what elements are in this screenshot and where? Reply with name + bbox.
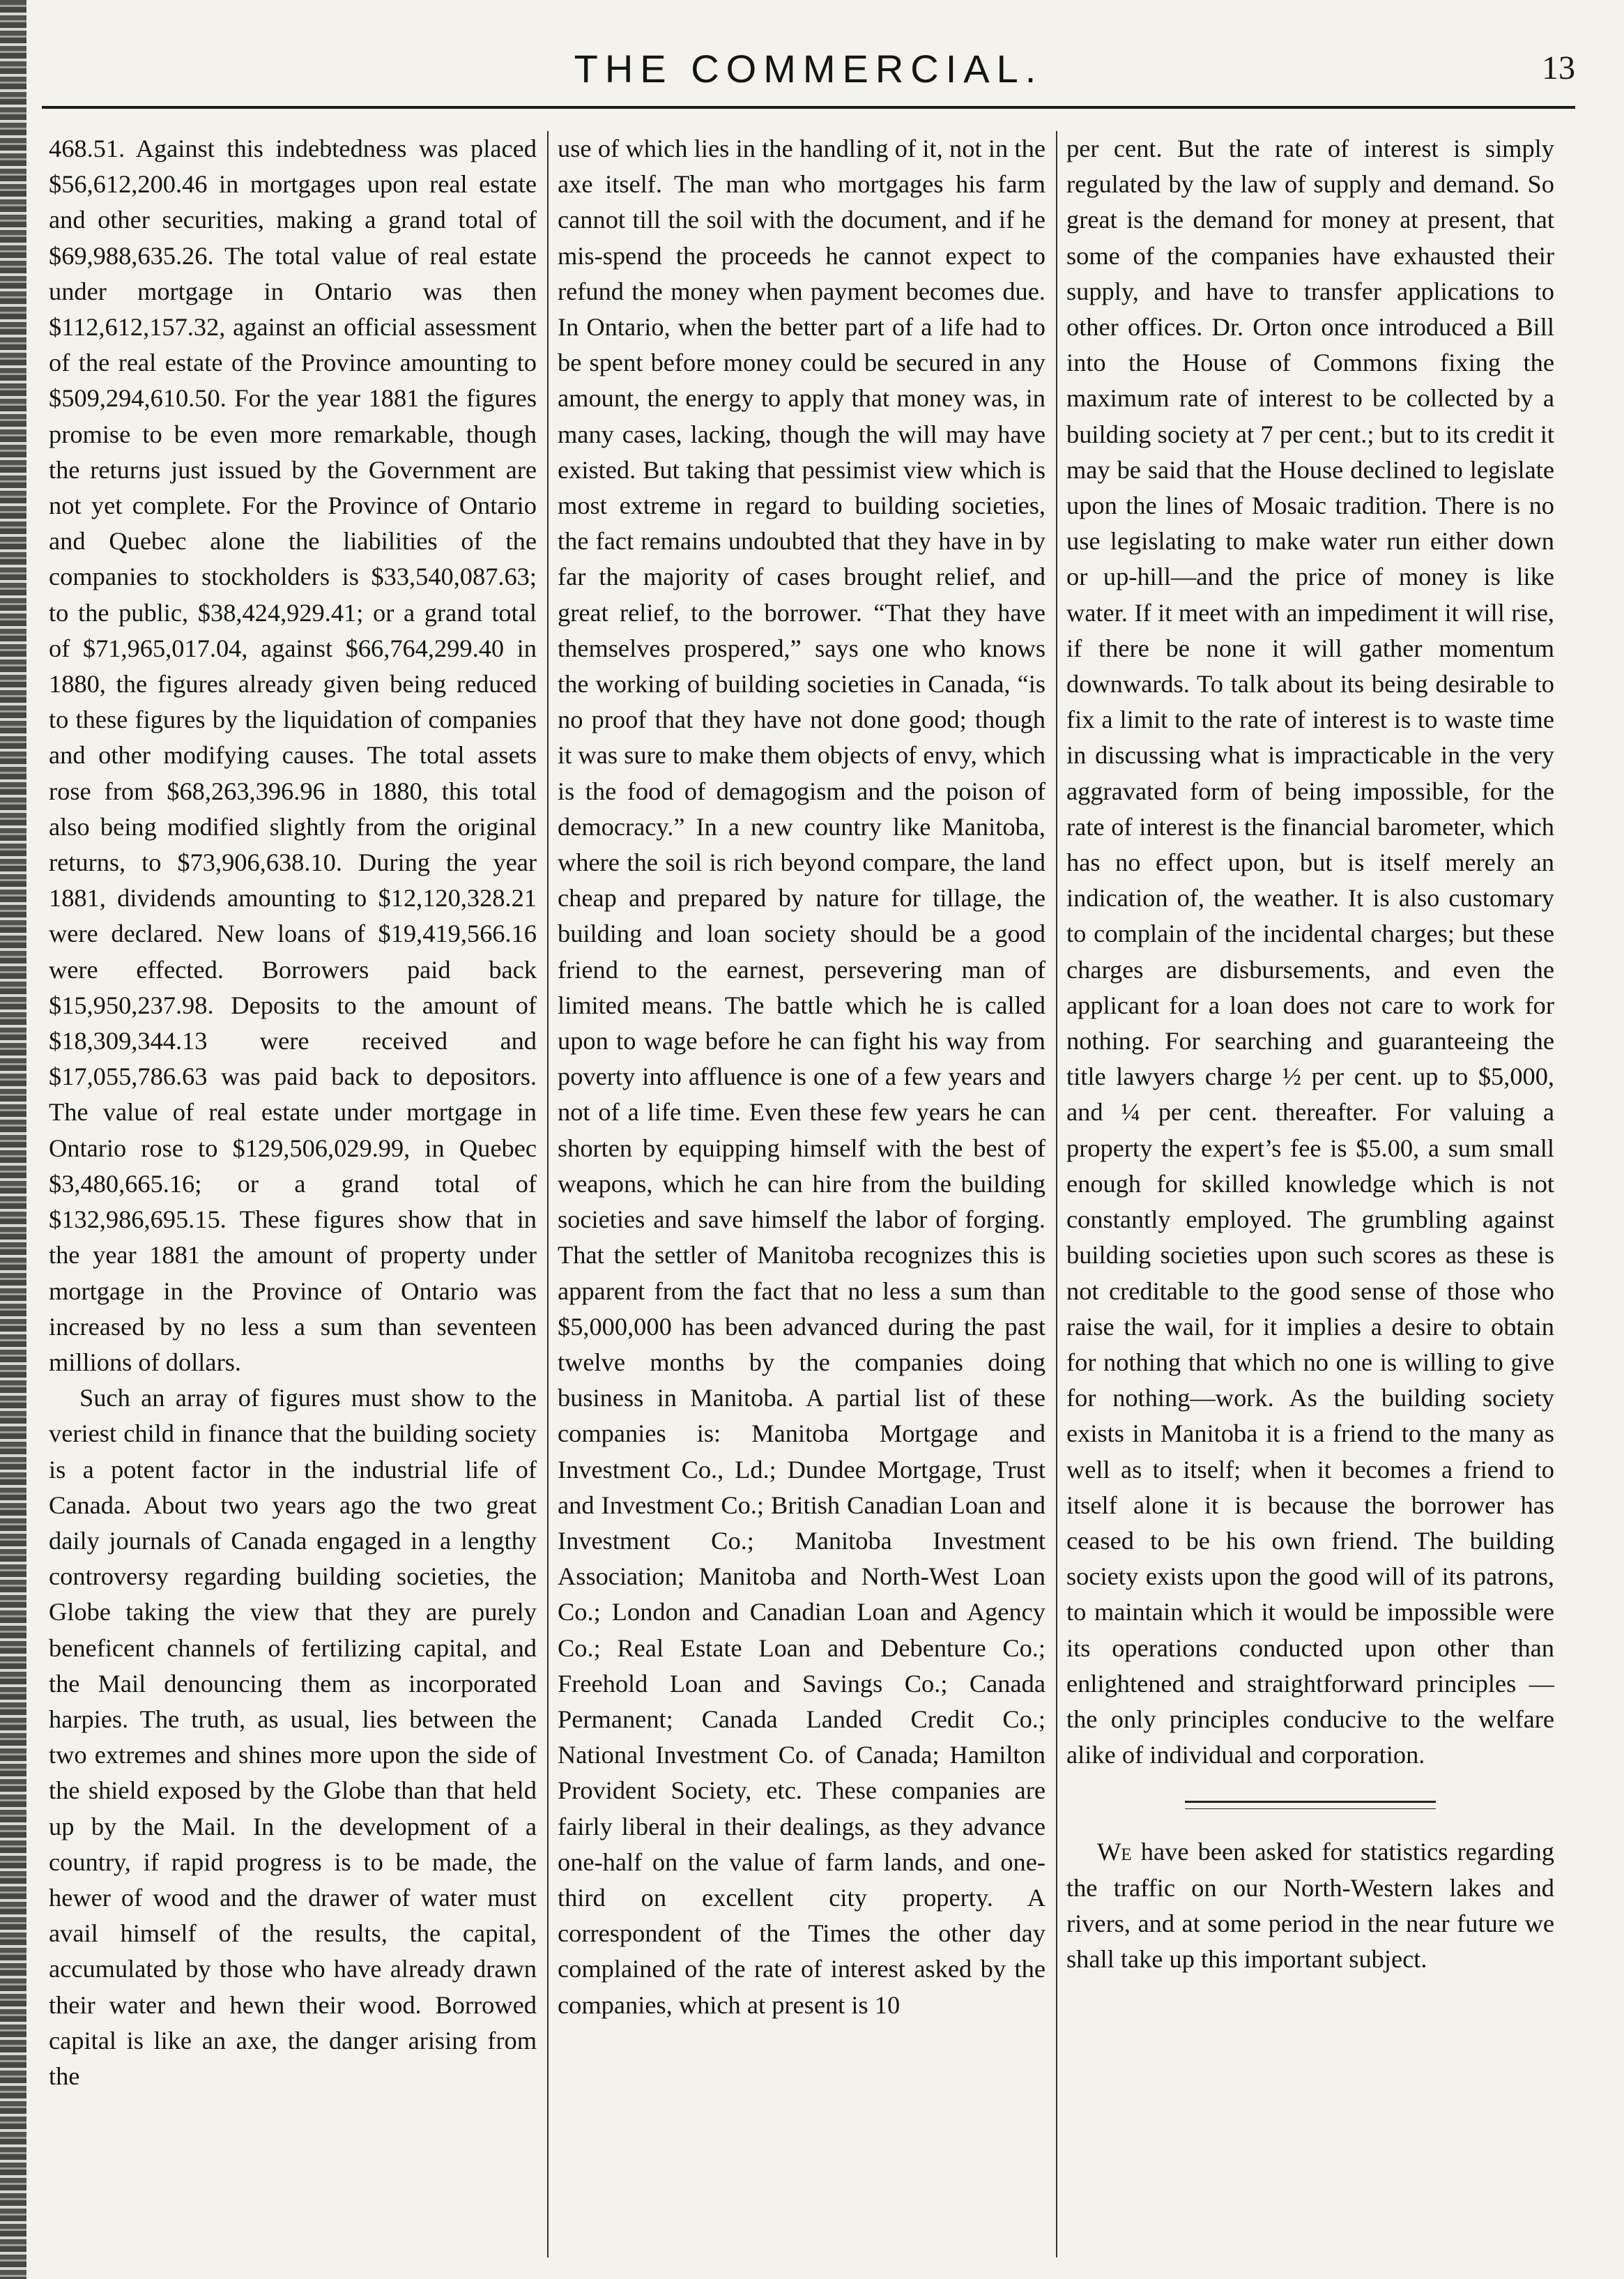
notice-lead: We — [1097, 1838, 1132, 1866]
header-rule — [42, 106, 1575, 109]
paragraph: per cent. But the rate of interest is simply regulated by the law of supply and demand. So great is the demand for money at present, that some of the companies have exhausted their supply, and have to transfer applications to other offices. Dr. Orton once introduced a Bill into the House of Commons fixing the maximum rate of interest to be collected by a building society at 7 per cent.; but to its credit it may be said that the House declined to legislate upon the lines of Mosaic tradition. There is no use legislating to make water run either down or up-hill—and the price of money is like water. If it meet with an impediment it will rise, if there be none it will gather momentum downwards. To talk about its being desirable to fix a limit to the rate of interest is to waste time in discussing what is impracticable in the very aggravated form of being impossible, for the rate of interest is the financial barometer, which has no effect upon, but is itself merely an indication of, the weather. It is also customary to complain of the incidental charges; but these charges are disbursements, and even the applicant for a loan does not care to work for nothing. For searching and guaranteeing the title lawyers charge ½ per cent. up to $5,000, and ¼ per cent. thereafter. For valuing a property the expert’s fee is $5.00, a sum small enough for skilled knowledge which is not constantly employed. The grumbling against building societies upon such scores as these is not creditable to the good sense of those who raise the wail, for it implies a desire to obtain for nothing that which no one is willing to give for nothing—work. As the building society exists in Manitoba it is a friend to the many as well as to itself; when it becomes a friend to itself alone it is because the borrower has ceased to be his own friend. The building society exists upon the good will of its patrons, to maintain which it would be impossible were its operations conducted upon other than enlightened and straightforward principles — the only principles conducive to the welfare alike of individual and corporation. — [1066, 135, 1554, 1769]
paragraph: use of which lies in the handling of it, not in the axe itself. The man who mortgages his farm cannot till the soil with the document, and if he mis-spend the proceeds he cannot expect to refund the money when payment becomes due. In Ontario, when the better part of a life had to be spent before money could be secured in any amount, the energy to apply that money was, in many cases, lacking, though the will may have existed. But taking that pessimist view which is most extreme in regard to building societies, the fact remains undoubted that they have in by far the majority of cases brought relief, and great relief, to the borrower. “That they have themselves prospered,” says one who knows the working of building societies in Canada, “is no proof that they have not done good; though it was sure to make them objects of envy, which is the food of demagogism and the poison of democracy.” In a new country like Manitoba, where the soil is rich beyond compare, the land cheap and prepared by nature for tillage, the building and loan society should be a good friend to the earnest, persevering man of limited means. The battle which he is called upon to wage before he can fight his way from poverty into affluence is one of a few years and not of a life time. Even these few years he can shorten by equipping himself with the best of weapons, which he can hire from the building societies and save himself the labor of forging. That the settler of Manitoba recognizes this is apparent from the fact that no less a sum than $5,000,000 has been advanced during the past twelve months by the companies doing business in Manitoba. A partial list of these companies is: Manitoba Mortgage and Investment Co., Ld.; Dundee Mortgage, Trust and Investment Co.; British Canadian Loan and Investment Co.; Manitoba Investment Association; Manitoba and North-West Loan Co.; London and Canadian Loan and Agency Co.; Real Estate Loan and Debenture Co.; Freehold Loan and Savings Co.; Canada Permanent; Canada Landed Credit Co.; National Investment Co. of Canada; Hamilton Provident Society, etc. These companies are fairly liberal in their dealings, as they advance one-half on the value of farm lands, and one-third on excellent city property. A correspondent of the Times the other day complained of the rate of interest asked by the companies, which at present is 10 — [558, 135, 1045, 2019]
page-header — [42, 40, 1575, 96]
paragraph: 468.51. Against this indebtedness was placed $56,612,200.46 in mortgages upon real estate and other securities, making a grand total of $69,988,635.26. The total value of real estate under mortgage in Ontario was then $112,612,157.32, against an official assessment of the real estate of the Province amounting to $509,294,610.50. For the year 1881 the figures promise to be even more remarkable, though the returns just issued by the Government are not yet complete. For the Province of Ontario and Quebec alone the liabilities of the companies to stockholders is $33,540,087.63; to the public, $38,424,929.41; or a grand total of $71,965,017.04, against $66,764,299.40 in 1880, the figures already given being reduced to these figures by the liquidation of companies and other modifying causes. The total assets rose from $68,263,396.96 in 1880, this total also being modified slightly from the original returns, to $73,906,638.10. During the year 1881, dividends amounting to $12,120,328.21 were declared. New loans of $19,419,566.16 were effected. Borrowers paid back $15,950,237.98. Deposits to the amount of $18,309,344.13 were received and $17,055,786.63 was paid back to depositors. The value of real estate under mortgage in Ontario rose to $129,506,029.99, in Quebec $3,480,665.16; or a grand total of $132,986,695.15. These figures show that in the year 1881 the amount of property under mortgage in the Province of Ontario was increased by no less a sum than seventeen millions of dollars. — [49, 135, 537, 1376]
masthead-title: THE COMMERCIAL. — [574, 47, 1043, 91]
text-column-3 — [1066, 131, 1554, 2250]
text-column-2 — [558, 131, 1045, 2250]
column-rule — [1056, 131, 1057, 2257]
text-column-1 — [49, 131, 537, 2250]
binding-edge — [0, 0, 26, 2279]
notice-paragraph — [1066, 1834, 1554, 1977]
column-rule — [547, 131, 549, 2257]
notice-text: have been asked for statistics regarding the traffic on our North-Western lakes and rivers, and at some period in the near future we shall take up this important subject. — [1066, 1838, 1554, 1973]
paragraph: Such an array of figures must show to the veriest child in finance that the building society is a potent factor in the industrial life of Canada. About two years ago the two great daily journals of Canada engaged in a lengthy controversy regarding building societies, the Globe taking the view that they are purely beneficent channels of fertilizing capital, and the Mail denouncing them as incorporated harpies. The truth, as usual, lies between the two extremes and shines more upon the side of the shield exposed by the Globe than that held up by the Mail. In the development of a country, if rapid progress is to be made, the hewer of wood and the drawer of water must avail himself of the results, the capital, accumulated by those who have already drawn their water and hewn their wood. Borrowed capital is like an axe, the danger arising from the — [49, 1384, 537, 2090]
page-number: 13 — [1542, 49, 1575, 86]
section-divider — [1066, 1801, 1554, 1809]
